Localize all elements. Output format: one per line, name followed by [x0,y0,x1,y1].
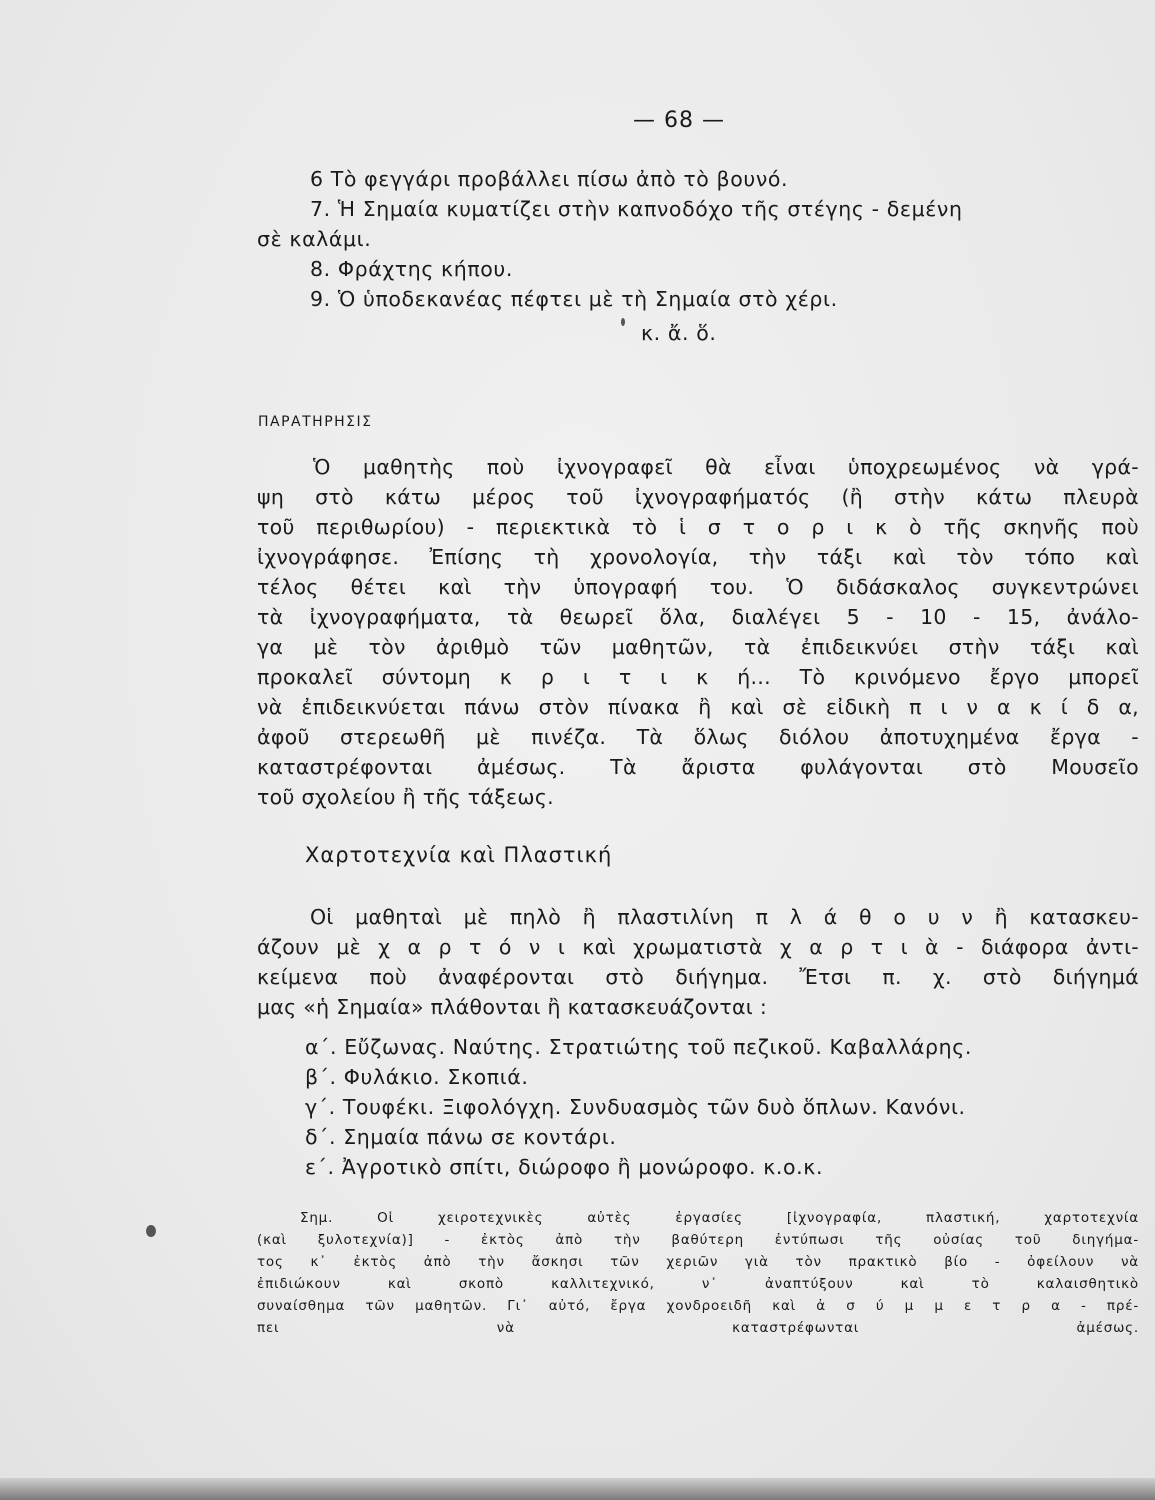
remarks-line: ἰχνογράφησε. Ἐπίσης τὴ χρονολογία, τὴν τάξι καὶ τὸν τόπο καὶ [257,545,1139,569]
list-item-d: δ΄. Σημαία πάνω σε κοντάρι. [305,1125,617,1149]
section-line: Οἱ μαθηταὶ μὲ πηλὸ ἢ πλαστιλίνη π λ ά θ ο υ ν ἢ κατασκευ- [310,905,1139,929]
page-number: — 68 — [633,108,725,133]
section-line: κείμενα ποὺ ἀναφέρονται στὸ διήγημα. Ἔτσι π. χ. στὸ διήγημά [257,965,1139,989]
footnote-line: πει νὰ καταστρέφωνται ἀμέσως. [257,1320,1139,1336]
section-line: άζουν μὲ χ α ρ τ ό ν ι καὶ χρωματιστὰ χ α ρ τ ι ὰ - διάφορα ἀντι- [257,935,1139,959]
section-title: Χαρτοτεχνία καὶ Πλαστική [305,843,613,867]
remarks-line: γα μὲ τὸν ἀριθμὸ τῶν μαθητῶν, τὰ ἐπιδεικνύει στὴν τάξι καὶ [257,635,1139,659]
section-line: μας «ἡ Σημαία» πλάθονται ἢ κατασκευάζονται : [257,995,768,1019]
remarks-line: καταστρέφονται ἀμέσως. Τὰ ἄριστα φυλάγονται στὸ Μουσεῖο [257,755,1139,779]
footnote-line: ἐπιδιώκουν καὶ σκοπὸ καλλιτεχνικό, ν᾽ ἀναπτύξουν καὶ τὸ καλαισθητικὸ [257,1276,1139,1292]
ink-speck [146,1225,156,1237]
list-item-a: α΄. Εὔζωνας. Ναύτης. Στρατιώτης τοῦ πεζικοῦ. Καβαλλάρης. [305,1035,972,1059]
remarks-line: Ὁ μαθητὴς ποὺ ἰχνογραφεῖ θὰ εἶναι ὑποχρεωμένος νὰ γρά- [313,455,1139,479]
remarks-line: τὰ ἰχνογραφήματα, τὰ θεωρεῖ ὅλα, διαλέγει 5 - 10 - 15, ἀνάλο- [257,605,1139,629]
list-line-7: 7. Ἡ Σημαία κυματίζει στὴν καπνοδόχο τῆς στέγης - δεμένη [310,197,963,221]
remarks-heading: ΠΑΡΑΤΗΡΗΣΙΣ [258,414,373,430]
footnote-line: συναίσθημα τῶν μαθητῶν. Γι᾽ αὐτό, ἔργα χονδροειδῆ καὶ ἀ σ ύ μ μ ε τ ρ α - πρέ- [257,1298,1139,1314]
page-bottom-shadow [0,1478,1155,1500]
footnote-line: τος κ᾽ ἐκτὸς ἀπὸ τὴν ἄσκησι τῶν χεριῶν γιὰ τὸν πρακτικὸ βίο - ὀφείλουν νὰ [257,1254,1139,1270]
remarks-line: προκαλεῖ σύντομη κ ρ ι τ ι κ ή... Τὸ κρινόμενο ἔργο μπορεῖ [257,665,1139,689]
list-line-8: 8. Φράχτης κήπου. [310,257,513,281]
list-item-e: ε΄. Ἀγροτικὸ σπίτι, διώροφο ἢ μονώροφο. κ.ο.κ. [305,1155,824,1179]
list-item-b: β΄. Φυλάκιο. Σκοπιά. [305,1065,529,1089]
list-line-9: 9. Ὁ ὑποδεκανέας πέφτει μὲ τὴ Σημαία στὸ χέρι. [310,287,838,311]
remarks-line: τοῦ περιθωρίου) - περιεκτικὰ τὸ ἱ σ τ ο ρ ι κ ὸ τῆς σκηνῆς ποὺ [257,515,1139,539]
remarks-line: νὰ ἐπιδεικνύεται πάνω στὸν πίνακα ἢ καὶ σὲ εἰδικὴ π ι ν α κ ί δ α, [257,695,1139,719]
footnote-line: (καὶ ξυλοτεχνία)] - ἐκτὸς ἀπὸ τὴν βαθύτερη ἐντύπωσι τῆς οὐσίας τοῦ διηγήμα- [257,1232,1139,1248]
list-line-7-cont: σὲ καλάμι. [257,227,372,251]
remarks-line: τοῦ σχολείου ἢ τῆς τάξεως. [257,785,554,809]
remarks-line: ψη στὸ κάτω μέρος τοῦ ἰχνογραφήματός (ἢ στὴν κάτω πλευρὰ [257,485,1139,509]
footnote-line: Σημ. Οἱ χειροτεχνικὲς αὐτὲς ἐργασίες [ἰχνογραφία, πλαστική, χαρτοτεχνία [300,1210,1139,1226]
ink-speck [621,318,625,326]
list-etc: κ. ἄ. ὅ. [641,321,717,345]
list-line-6: 6 Τὸ φεγγάρι προβάλλει πίσω ἀπὸ τὸ βουνό. [310,167,789,191]
remarks-line: ἀφοῦ στερεωθῆ μὲ πινέζα. Τὰ ὅλως διόλου ἀποτυχημένα ἔργα - [257,725,1139,749]
list-item-c: γ΄. Τουφέκι. Ξιφολόγχη. Συνδυασμὸς τῶν δυὸ ὅπλων. Κανόνι. [305,1095,966,1119]
remarks-line: τέλος θέτει καὶ τὴν ὑπογραφή του. Ὁ διδάσκαλος συγκεντρώνει [257,575,1139,599]
